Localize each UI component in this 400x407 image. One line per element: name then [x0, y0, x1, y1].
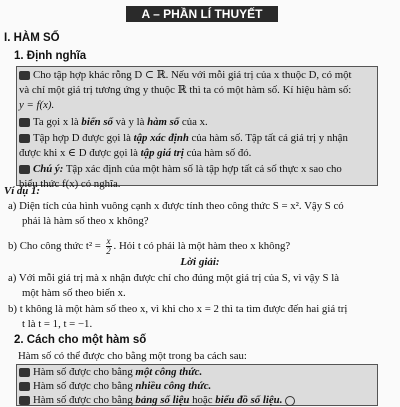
subsection-heading-ways: 2. Cách cho một hàm số: [14, 334, 147, 346]
section-heading: I. HÀM SỐ: [4, 32, 60, 44]
definition-box: [16, 66, 378, 190]
pointing-hand-icon: [19, 118, 30, 127]
section-banner: A – PHẦN LÍ THUYẾT: [126, 6, 278, 22]
example-a-line-1: a) Diện tích của hình vuông cạnh x được tính theo công thức S = x². Vậy S có: [8, 200, 344, 212]
solution-b-line-2: t là t = 1, t = −1.: [22, 318, 93, 330]
definition-line-8: biểu thức f(x) có nghĩa.: [19, 178, 121, 190]
solution-label: Lời giải:: [180, 256, 220, 268]
definition-line-7: Chú ý: Tập xác định của một hàm số là tập hợp tất cả số thực x sao cho: [19, 162, 342, 176]
pointing-hand-icon: [19, 165, 30, 174]
ways-item-2: Hàm số được cho bằng nhiều công thức.: [19, 379, 211, 393]
definition-line-2: và chỉ một giá trị tương ứng y thuộc ℝ thì ta có một hàm số. Kí hiệu hàm số:: [19, 84, 352, 96]
fraction: $\frac{x}{2}$: [106, 236, 111, 256]
definition-line-6: được khi x ∈ D được gọi là tập giá trị của hàm số đó.: [19, 147, 252, 159]
definition-line-5: Tập hợp D được gọi là tập xác định của hàm số. Tập tất cả giá trị y nhận: [19, 131, 348, 145]
pointing-hand-icon: [19, 71, 30, 80]
pencil-icon: [285, 396, 295, 406]
example-b-line: b) Cho công thức t² = $\frac{x}{2}$ . Hỏi t có phải là một hàm theo x không?: [8, 236, 291, 256]
ways-intro: Hàm số có thể được cho bằng một trong ba cách sau:: [18, 350, 247, 362]
ways-item-1: Hàm số được cho bằng một công thức.: [19, 365, 202, 379]
pointing-hand-icon: [19, 382, 30, 391]
ways-item-3: Hàm số được cho bằng bảng số liệu hoặc biểu đồ số liệu.: [19, 393, 295, 407]
solution-a-line-1: a) Với mỗi giá trị mà x nhận được chỉ cho đúng một giá trị của S, vì vậy S là: [8, 272, 340, 284]
pointing-hand-icon: [19, 134, 30, 143]
definition-line-3: y = f(x).: [19, 99, 55, 111]
example-a-line-2: phải là hàm số theo x không?: [22, 215, 149, 227]
solution-b-line-1: b) t không là một hàm số theo x, vì khi cho x = 2 thì ta tìm được đến hai giá trị: [8, 303, 348, 315]
subsection-heading-definition: 1. Định nghĩa: [14, 50, 87, 62]
definition-line-4: Ta gọi x là biến số và y là hàm số của x.: [19, 115, 208, 129]
solution-a-line-2: một hàm số theo biến x.: [22, 287, 126, 299]
example-label: Ví dụ 1:: [4, 185, 40, 197]
pointing-hand-icon: [19, 396, 30, 405]
definition-line-1: Cho tập hợp khác rỗng D ⊂ ℝ. Nếu với mỗi giá trị của x thuộc D, có một: [19, 68, 352, 82]
pointing-hand-icon: [19, 368, 30, 377]
